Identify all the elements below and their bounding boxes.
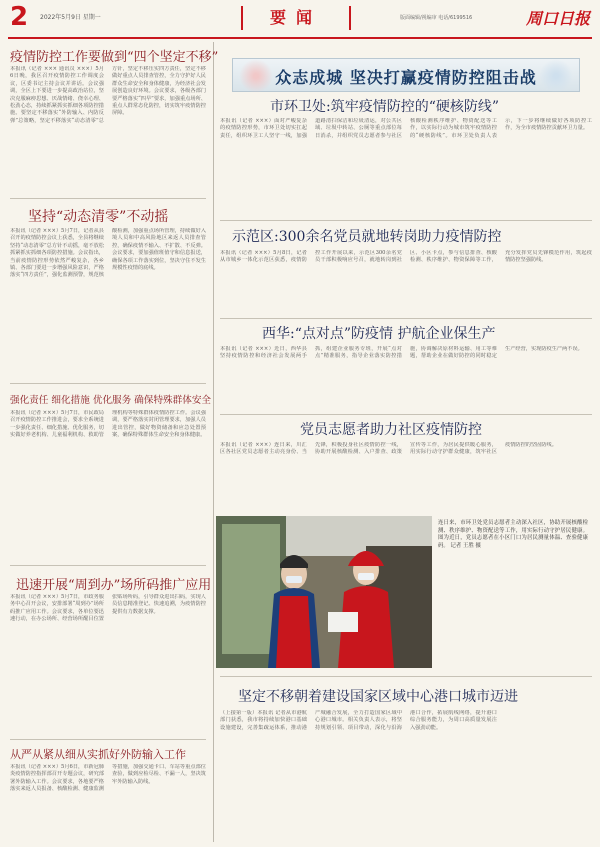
newspaper-logo: 周口日报 xyxy=(525,9,590,28)
article-a8-body: 本报讯（记者 ×××）近日，西华县坚持疫情防控和经济社会发展两手抓，组建企业服务专班，开展“点对点”精准服务，指导企业落实防控措施，协调解决原材料运输、用工等难题，帮助企业在做好防控的同时稳定生产经营，实现防疫生产两不误。 xyxy=(220,346,583,360)
article-a5-body: 本报讯（记者 ×××）5月6日，市新冠肺炎疫情防控指挥部召开专题会议，研究部署外防输入工作。会议要求，各地要严格落实来返人员报备、核酸检测、健康监测等措施，加强交通卡口、车站等重点部位查验，做到应检尽检、不漏一人，坚决筑牢外防输入防线。 xyxy=(10,764,206,793)
article-a4-body: 本报讯（记者 ×××）5月7日，市政务服务中心召开会议，安排部署“周到办”场所码推广应用工作。会议要求，各单位要迅速行动，在办公场所、经营场所醒目位置张贴场所码，引导群众进出扫码，实现人员信息精准登记、快速追溯，为疫情防控提供有力数据支撑。 xyxy=(10,594,206,623)
banner-title: 众志成城 坚决打赢疫情防控阻击战 xyxy=(275,68,537,87)
article-a2-body: 本报讯（记者 ×××）5月7日，记者从县召开的疫情防控会议上获悉，全县将继续坚持“动态清零”总方针不动摇，毫不放松抓紧抓实抓细各项防控措施。会议指出，当前疫情防控形势依然严峻复杂，各乡镇、各部门要进一步增强风险意识，严格落实“四方责任”，强化监测预警，规范核酸检测，加强重点场所管理，持续做好入境人员和中高风险地区来返人员排查管控，确保疫情不输入、不扩散、不反弹。会议要求，要加强值班值守和信息报送，确保各项工作落实到位，坚决守住不发生规模性疫情的底线。 xyxy=(10,228,206,279)
divider xyxy=(220,676,592,677)
page-number: 2 xyxy=(10,2,29,32)
divider xyxy=(10,383,206,384)
divider xyxy=(220,414,592,415)
divider xyxy=(10,198,206,199)
headline-a4: 迅速开展“周到办”场所码推广应用 xyxy=(16,578,212,593)
article-a10-body: （上接第一版）本报讯 记者从市港航部门获悉，我市将持续加快港口基础设施建设，完善集疏运体系，推动港产城融合发展，全力打造国家区域中心港口城市。相关负责人表示，将坚持规划引领、项目带动，深化与沿海港口合作，拓展航线网络，提升港口综合服务能力，为周口高质量发展注入强劲动能。 xyxy=(220,710,497,731)
headline-a9: 党员志愿者助力社区疫情防控 xyxy=(300,422,482,438)
masthead xyxy=(0,0,600,38)
headline-a2: 坚持“动态清零”不动摇 xyxy=(28,209,169,225)
headline-a1: 疫情防控工作要做到“四个坚定不移” xyxy=(10,50,219,65)
article-a7-body: 本报讯（记者 ×××）5月8日，记者从市城乡一体化示范区获悉，疫情防控工作开展以来，示范区300余名党员干部积极响应号召，就地转岗到社区、小区卡点，参与信息排查、核酸检测、秩序维护、物资保障等工作，充分发挥党员先锋模范作用，筑起疫情防控坚强防线。 xyxy=(220,250,592,264)
news-photo xyxy=(216,516,432,668)
headline-a10: 坚定不移朝着建设国家区域中心港口城市迈进 xyxy=(238,689,518,705)
headline-a6: 市环卫处:筑牢疫情防控的“硬核防线” xyxy=(270,99,500,115)
divider xyxy=(10,739,206,740)
volunteers-illustration xyxy=(216,516,432,668)
article-a1-body: 本报讯（记者 ××× 通讯员 ×××）5月6日晚，我区召开疫情防控工作调度会议，区委书记主持会议并讲话。会议强调，全区上下要进一步提高政治站位，坚决克服麻痹思想、厌战情绪、侥幸心理、松劲心态，持续抓紧抓实抓细各项防控措施。要坚定不移落实“外防输入、内防反弹”总策略，坚定不移落实“动态清零”总方针，坚定不移压实四方责任，坚定不移做好重点人员排查管控，全力守护好人民群众生命安全和身体健康，为经济社会发展创造良好环境。会议要求，各级各部门要严格落实“四早”要求，加强重点场所、重点人群常态化防控，切实筑牢疫情防控屏障。 xyxy=(10,66,206,124)
article-a3-body: 本报讯（记者 ×××）5月7日，市民政局召开疫情防控工作推进会，要求全系统进一步强化责任、细化措施、优化服务，切实做好养老机构、儿童福利机构、救助管理机构等特殊群体疫情防控工作。会议强调，要严格落实封闭管理要求，加强人员进出管控，做好物资储备和应急处置预案，确保特殊群体生命安全和身体健康。 xyxy=(10,410,206,439)
masthead-rule xyxy=(8,37,592,39)
divider xyxy=(220,220,592,221)
column-name: 要闻 xyxy=(241,6,351,30)
headline-a8: 西华:“点对点”防疫情 护航企业保生产 xyxy=(262,326,496,342)
date-line: 2022年5月9日 星期一 xyxy=(40,14,101,21)
divider xyxy=(10,565,206,566)
article-a6-body: 本报讯（记者 ×××）面对严峻复杂的疫情防控形势，市环卫处切实扛起责任，组织环卫工人坚守一线，加强道路清扫保洁和垃圾清运，对公共区域、垃圾中转站、公厕等重点部位每日消杀，并组织党员志愿者参与社区核酸检测秩序维护、物资配送等工作，以实际行动为城市筑牢疫情防控的“硬核防线”。市环卫处负责人表示，下一步将继续做好各项防控工作，为全市疫情防控贡献环卫力量。 xyxy=(220,118,592,139)
divider xyxy=(220,318,592,319)
photo-caption: 连日来，市环卫处党员志愿者主动深入社区，协助开展核酸检测、秩序维护、物资配送等工作，用实际行动守护居民健康。图为近日，党员志愿者在小区门口为居民测量体温、查验健康码。 记者 王胜 摄 xyxy=(438,520,588,549)
headline-a3: 强化责任 细化措施 优化服务 确保特殊群体安全 xyxy=(10,395,212,406)
special-banner xyxy=(232,58,580,92)
article-a9-body: 本报讯（记者 ×××）连日来，川汇区各社区党员志愿者主动亮身份、当先锋，积极投身社区疫情防控一线，协助开展核酸检测、入户排查、政策宣传等工作，为居民提供暖心服务，用实际行动守护群众健康，筑牢社区疫情防控的坚固防线。 xyxy=(220,442,557,456)
column-divider xyxy=(213,42,214,842)
editor-info: 版面编辑/视编审 电话/6199516 xyxy=(400,15,473,21)
headline-a7: 示范区:300余名党员就地转岗助力疫情防控 xyxy=(232,229,502,245)
headline-a5: 从严从紧从细从实抓好外防输入工作 xyxy=(10,748,186,761)
